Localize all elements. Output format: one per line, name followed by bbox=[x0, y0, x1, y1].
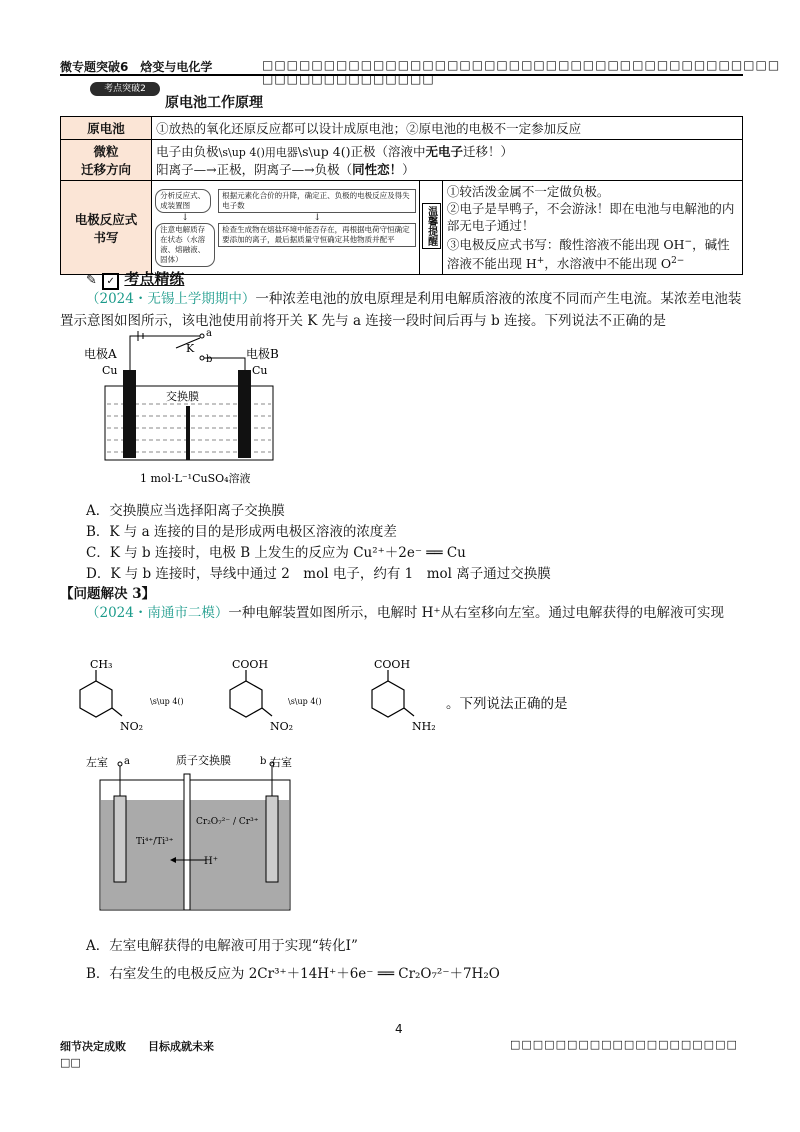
practice-heading bbox=[86, 268, 184, 290]
benzene-ring-3 bbox=[372, 670, 414, 717]
superscript: + bbox=[536, 256, 545, 267]
text: ③电极反应式书写：酸性溶液不能出现 OH bbox=[446, 237, 685, 253]
problem-3-text bbox=[60, 602, 743, 624]
head-part: 微粒 bbox=[93, 144, 119, 159]
cu-left-label: Cu bbox=[102, 364, 118, 377]
reaction-scheme bbox=[60, 658, 660, 744]
electrode-b bbox=[238, 370, 251, 458]
footer-motto: 细节决定成败 目标成就未来 bbox=[60, 1040, 214, 1053]
q1-option-d[interactable]: D．K 与 b 连接时，导线中通过 2 mol 电子，约有 1 mol 离子通过交换膜 bbox=[86, 566, 551, 582]
benzene-ring-1 bbox=[80, 670, 122, 717]
electrolyte bbox=[101, 800, 289, 909]
practice-heading-text: 考点精练 bbox=[124, 270, 185, 288]
scheme-tail-text: 。下列说法正确的是 bbox=[446, 696, 568, 712]
question-1-text: 一种浓差电池的放电原理是利用电解质溶液的浓度不同而产生电流。某浓差电池装置示意图如图所示，该电池使用前将开关 K 先与 a 连接一段时间后再与 b 连接。下列说法不正确的是 bbox=[60, 291, 742, 329]
text: ） bbox=[402, 161, 415, 177]
q1-option-a[interactable]: A．交换膜应当选择阳离子交换膜 bbox=[86, 503, 285, 519]
no2-label-2: NO₂ bbox=[270, 720, 294, 733]
row-head-migration bbox=[61, 140, 152, 181]
head-part: 书写 bbox=[93, 229, 119, 245]
solution-label: 1 mol·L⁻¹CuSO₄溶液 bbox=[140, 472, 251, 485]
row-text-migration bbox=[152, 140, 743, 181]
text: \s\up 4()正极（溶液中 bbox=[297, 143, 426, 159]
section-badge: 考点突破2 bbox=[90, 82, 160, 96]
problem-3-source: （2024・南通市二模） bbox=[86, 605, 229, 621]
header-rule bbox=[60, 74, 743, 76]
electrolysis-diagram bbox=[86, 752, 326, 916]
text: 无电子 bbox=[425, 143, 463, 159]
left-ions-label: Ti⁴⁺/Ti³⁺ bbox=[136, 837, 174, 847]
electrode-a-label: a bbox=[124, 756, 130, 767]
electrode-a bbox=[123, 370, 136, 458]
switch-a-label: a bbox=[206, 330, 212, 339]
section-title: 原电池工作原理 bbox=[165, 95, 263, 111]
cooh-label-2: COOH bbox=[374, 658, 411, 671]
flow-step-1: 分析反应式、成装置图 bbox=[155, 189, 211, 213]
tip-tag-cell bbox=[420, 181, 443, 275]
check-icon: ✓ bbox=[102, 273, 119, 290]
membrane-label: 质子交换膜 bbox=[176, 754, 231, 767]
q1-option-b[interactable]: B．K 与 a 连接的目的是形成两电极区溶液的浓度差 bbox=[86, 524, 397, 540]
text: 碱性溶液不能出现 H bbox=[446, 237, 730, 272]
superscript: 2− bbox=[671, 256, 685, 267]
table-row bbox=[61, 117, 743, 140]
superscript: − bbox=[684, 237, 693, 247]
migration-electron-line bbox=[156, 143, 738, 161]
flow-step-4: 检查生成物在熔盐环境中能否存在，再根据电荷守恒确定要添加的离子，最后据质量守恒确定其他物质并配平 bbox=[218, 223, 416, 247]
proton-membrane bbox=[184, 774, 190, 910]
footer-boxes: □□□□□□□□□□□□□□□□□□□□ bbox=[510, 1038, 738, 1051]
cooh-label-1: COOH bbox=[232, 658, 269, 671]
membrane-label: 交换膜 bbox=[166, 390, 199, 403]
text: \s\up 4()用电器 bbox=[218, 145, 298, 159]
tip-1: ①较活泼金属不一定做负极。 bbox=[446, 184, 610, 199]
arrow-1: \s\up 4() bbox=[150, 697, 184, 706]
no2-label-1: NO₂ bbox=[120, 720, 144, 733]
problem-3-stem: 一种电解装置如图所示，电解时 H⁺从右室移向左室。通过电解获得的电解液可实现 bbox=[228, 605, 725, 621]
tip-tag: 温馨提醒 bbox=[422, 203, 441, 249]
cu-right-label: Cu bbox=[252, 364, 268, 377]
tip-3 bbox=[447, 234, 738, 272]
electrode-a-label: 电极A bbox=[84, 347, 117, 361]
table-row bbox=[61, 140, 743, 181]
flow-step-2: 根据元素化合价的升降，确定正、负极的电极反应及得失电子数 bbox=[218, 189, 416, 213]
down-arrow-icon: ↓ bbox=[181, 212, 189, 223]
text: ，水溶液中不能出现 O bbox=[544, 256, 672, 272]
question-1 bbox=[60, 288, 743, 332]
p3-option-b[interactable]: B．右室发生的电极反应为 2Cr³⁺＋14H⁺＋6e⁻ ══ Cr₂O₇²⁻＋7H₂O bbox=[86, 966, 500, 982]
benzene-ring-2 bbox=[230, 670, 272, 717]
table-row bbox=[61, 181, 743, 275]
head-part: 电极反应式 bbox=[74, 211, 138, 227]
switch-label: K bbox=[186, 342, 195, 355]
migration-ion-line bbox=[156, 161, 738, 178]
p3-option-a[interactable]: A．左室电解获得的电解液可用于实现“转化Ⅰ” bbox=[86, 938, 358, 954]
problem-3-heading: 【问题解决 3】 bbox=[60, 586, 156, 602]
ch3-label: CH₃ bbox=[90, 658, 113, 671]
row-text-galvanic: ①放热的氧化还原反应都可以设计成原电池；②原电池的电极不一定参加反应 bbox=[152, 117, 743, 140]
electrode-b-label: b bbox=[260, 756, 267, 767]
flowchart-cell bbox=[152, 181, 420, 275]
pencil-icon: ✎ bbox=[86, 273, 97, 288]
arrow-2: \s\up 4() bbox=[288, 697, 322, 706]
switch-b-label: b bbox=[206, 354, 213, 365]
header-title: 微专题突破6 焓变与电化学 bbox=[60, 60, 213, 74]
text: 同性恋！ bbox=[352, 161, 403, 177]
tip-2: ②电子是旱鸭子，不会游泳！即在电池与电解池的内部无电子通过！ bbox=[446, 201, 735, 233]
text: 迁移！） bbox=[463, 143, 514, 159]
row-head-galvanic: 原电池 bbox=[61, 117, 152, 140]
q1-option-c[interactable]: C．K 与 b 连接时，电极 B 上发生的反应为 Cu²⁺＋2e⁻ ══ Cu bbox=[86, 545, 466, 561]
electrode-b-label: 电极B bbox=[246, 347, 279, 361]
concentration-cell-diagram bbox=[80, 330, 300, 490]
left-room-label: 左室 bbox=[86, 756, 108, 769]
row-head-electrode bbox=[61, 181, 152, 275]
text: 电子由负极 bbox=[156, 143, 219, 159]
down-arrow-icon: ↓ bbox=[313, 212, 322, 223]
page-number: 4 bbox=[395, 1022, 403, 1036]
right-room-label: 右室 bbox=[270, 756, 292, 769]
text: 阳离子—→正极，阴离子—→负极（ bbox=[156, 161, 353, 177]
header-boxes: □□□□□□□□□□□□□□□□□□□□□□□□□□□□□□□□□□□□□□□□□□ □□□□□□□□□□□□□□ bbox=[262, 58, 781, 86]
right-ions-label: Cr₂O₇²⁻ / Cr³⁺ bbox=[196, 817, 259, 827]
tips-cell bbox=[442, 181, 742, 275]
head-part: 迁移方向 bbox=[81, 162, 132, 177]
footer-line2: □□ bbox=[60, 1056, 81, 1069]
flow-step-3: 注意电解质存在状态（水溶液、熔融液、固体） bbox=[155, 223, 215, 267]
exchange-membrane bbox=[186, 406, 190, 460]
h-ion-label: H⁺ bbox=[204, 856, 218, 867]
principle-table bbox=[60, 116, 743, 275]
text: ， bbox=[692, 237, 705, 253]
nh2-label: NH₂ bbox=[412, 720, 436, 733]
question-1-source: （2024・无锡上学期期中） bbox=[86, 291, 256, 307]
